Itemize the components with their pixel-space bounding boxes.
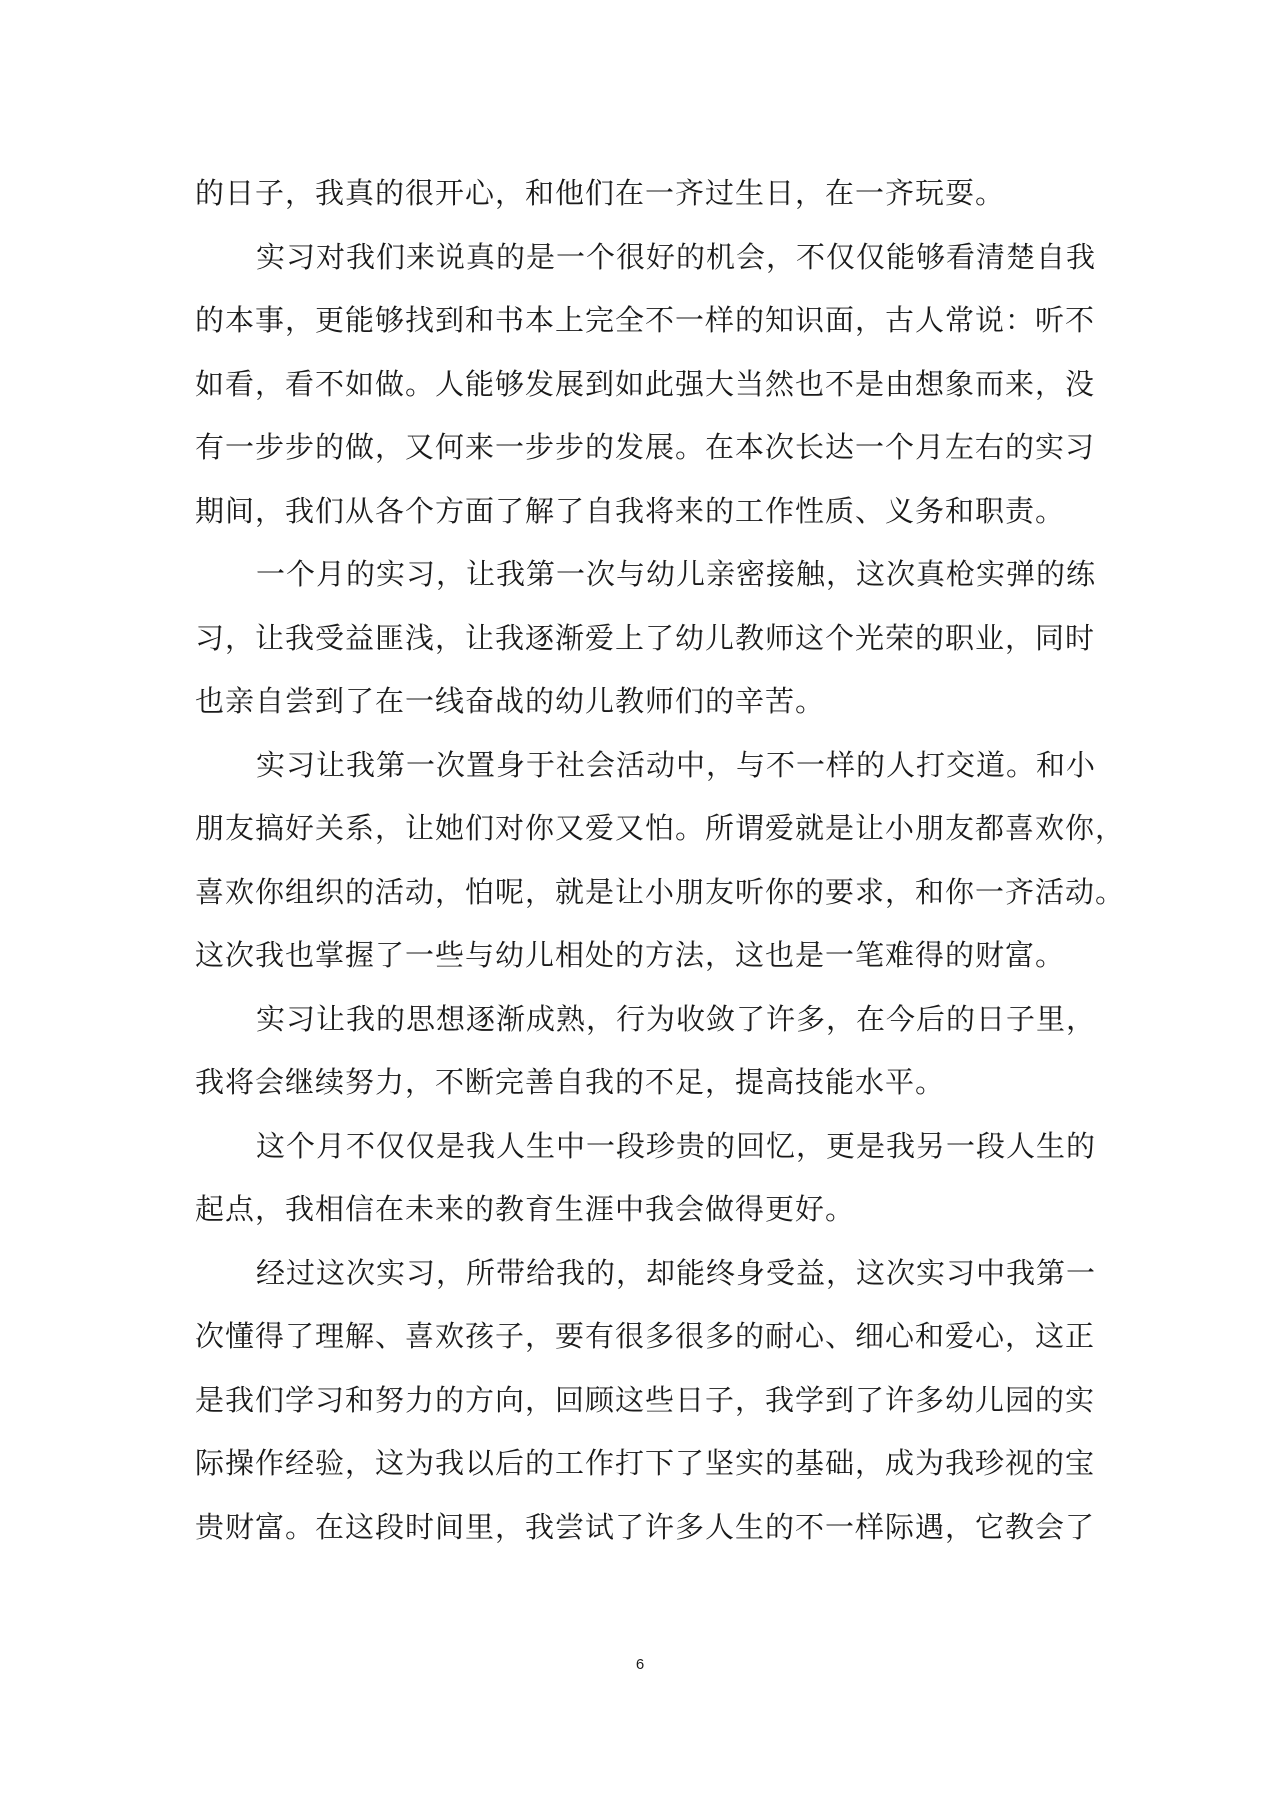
text-line: 起点，我相信在未来的教育生涯中我会做得更好。: [195, 1192, 856, 1226]
text-line: 习，让我受益匪浅，让我逐渐爱上了幼儿教师这个光荣的职业，同时: [195, 620, 1096, 655]
text-line: 际操作经验，这为我以后的工作打下了坚实的基础，成为我珍视的宝: [195, 1446, 1096, 1480]
text-line: 如看，看不如做。人能够发展到如此强大当然也不是由想象而来，没: [195, 366, 1096, 401]
text-line: 朋友搞好关系，让她们对你又爱又怕。所谓爱就是让小朋友都喜欢你，: [195, 811, 1126, 845]
text-line: 是我们学习和努力的方向，回顾这些日子，我学到了许多幼儿园的实: [195, 1382, 1096, 1417]
text-line: 也亲自尝到了在一线奋战的幼儿教师们的辛苦。: [195, 684, 826, 718]
text-line: 的本事，更能够找到和书本上完全不一样的知识面，古人常说：听不: [195, 303, 1096, 337]
text-line: 有一步步的做，又何来一步步的发展。在本次长达一个月左右的实习: [195, 430, 1096, 464]
text-line: 的日子，我真的很开心，和他们在一齐过生日，在一齐玩耍。: [195, 176, 1006, 210]
text-line: 实习让我的思想逐渐成熟，行为收敛了许多，在今后的日子里，: [256, 1001, 1097, 1036]
text-line: 这次我也掌握了一些与幼儿相处的方法，这也是一笔难得的财富。: [195, 938, 1066, 972]
text-line: 期间，我们从各个方面了解了自我将来的工作性质、义务和职责。: [195, 493, 1066, 528]
text-line: 一个月的实习，让我第一次与幼儿亲密接触，这次真枪实弹的练: [256, 557, 1097, 591]
body-text: [195, 162, 1126, 1559]
text-line: 次懂得了理解、喜欢孩子，要有很多很多的耐心、细心和爱心，这正: [195, 1319, 1096, 1353]
text-line: 我将会继续努力，不断完善自我的不足，提高技能水平。: [195, 1065, 946, 1099]
text-line: 贵财富。在这段时间里，我尝试了许多人生的不一样际遇，它教会了: [195, 1509, 1096, 1544]
text-line: 实习让我第一次置身于社会活动中，与不一样的人打交道。和小: [256, 747, 1097, 782]
text-line: 喜欢你组织的活动，怕呢，就是让小朋友听你的要求，和你一齐活动。: [195, 874, 1126, 909]
text-line: 实习对我们来说真的是一个很好的机会，不仅仅能够看清楚自我: [256, 239, 1097, 274]
page-number: 6: [635, 1656, 645, 1673]
text-line: 这个月不仅仅是我人生中一段珍贵的回忆，更是我另一段人生的: [256, 1128, 1097, 1163]
text-line: 经过这次实习，所带给我的，却能终身受益，这次实习中我第一: [256, 1255, 1097, 1290]
